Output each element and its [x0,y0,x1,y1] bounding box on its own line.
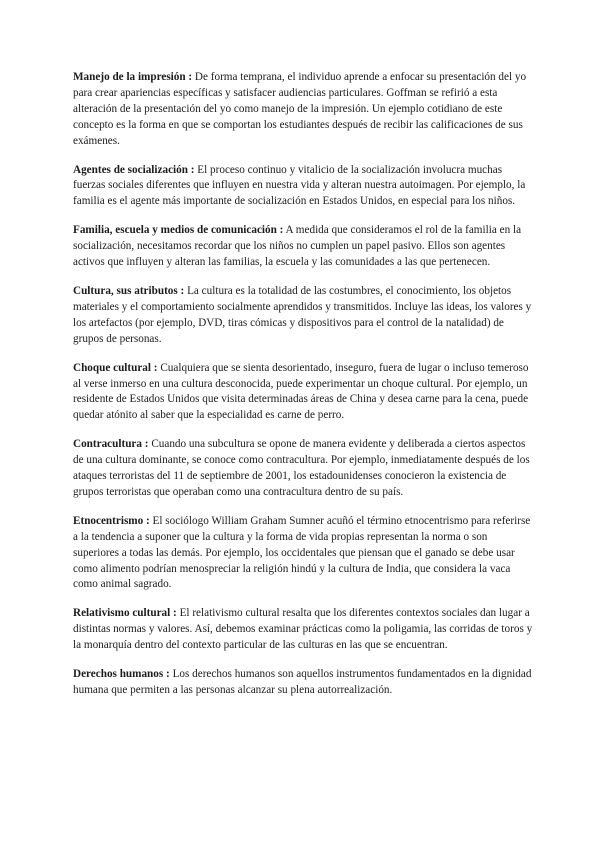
entry-text: A medida que consideramos el rol de la familia en la socialización, necesitamos recordar que los niños no cumplen un papel pasivo. Ellos son agentes activos que influyen y alteran las familias, la escuela y las comunidades a las que pertenecen. [73,224,522,269]
entry-term: Contracultura : [73,438,149,451]
entry-term: Derechos humanos : [73,668,170,681]
entry-text: La cultura es la totalidad de las costumbres, el conocimiento, los objetos materiales y el comportamiento socialmente aprendidos y transmitidos. Incluye las ideas, los valores y los artefactos (por ejemplo, DVD, tiras cómicas y dispositivos para el control de la natalidad) de grupos de personas. [73,284,532,345]
entry-cultura-atributos [73,284,533,348]
entry-text: Los derechos humanos son aquellos instrumentos fundamentados en la dignidad humana que permiten a las personas alcanzar su plena autorrealización. [73,668,532,696]
entry-text: Cualquiera que se sienta desorientado, inseguro, fuera de lugar o incluso temeroso al verse inmerso en una cultura desconocida, puede experimentar un choque cultural. Por ejemplo, un residente de Estados Unidos que visita determinadas áreas de China y desea carne para la cena, puede quedar atónito al saber que la especialidad es carne de perro. [73,361,529,422]
entry-text: El sociólogo William Graham Sumner acuñó el término etnocentrismo para referirse a la tendencia a suponer que la cultura y la forma de vida propias representan la norma o son superiores a todas las demás. Por ejemplo, los occidentales que piensan que el ganado se debe usar como alimento podrían menospreciar la religión hindú y la cultura de India, que considera la vaca como animal sagrado. [73,514,531,591]
entry-term: Relativismo cultural : [73,607,177,620]
entry-choque-cultural [73,361,533,425]
entry-agentes-socializacion [73,163,533,211]
entry-relativismo-cultural [73,606,533,654]
entry-text: De forma temprana, el individuo aprende a enfocar su presentación del yo para crear apariencias específicas y satisfacer audiencias particulares. Goffman se refirió a esta alteración de la presentación del yo como manejo de la impresión. Un ejemplo cotidiano de este concepto es la forma en que se comportan los estudiantes después de recibir las calificaciones de sus exámenes. [73,71,527,147]
entry-term: Familia, escuela y medios de comunicación : [73,224,284,237]
document-page [73,70,533,712]
entry-term: Choque cultural : [73,361,158,374]
entry-contracultura [73,437,533,501]
entry-text: Cuando una subcultura se opone de manera evidente y deliberada a ciertos aspectos de una cultura dominante, se conoce como contracultura. Por ejemplo, inmediatamente después de los ataques terroristas del 11 de septiembre de 2001, los estadounidenses conocieron la existencia de grupos terroristas que operaban como una contracultura dentro de su país. [73,438,530,498]
entry-term: Etnocentrismo : [73,514,150,527]
entry-text: El relativismo cultural resalta que los diferentes contextos sociales dan lugar a distintas normas y valores. Así, debemos examinar prácticas como la poligamia, las corridas de toros y la monarquía dentro del contexto particular de las culturas en las que se encuentran. [73,607,533,652]
entry-term: Manejo de la impresión : [73,71,193,83]
entry-familia-escuela-medios [73,223,533,271]
entry-manejo-impresion [73,70,533,150]
entry-term: Cultura, sus atributos : [73,284,185,297]
entry-derechos-humanos [73,667,533,699]
entry-term: Agentes de socialización : [73,163,195,176]
entry-text: El proceso continuo y vitalicio de la socialización involucra muchas fuerzas sociales diferentes que influyen en nuestra vida y alteran nuestra autoimagen. Por ejemplo, la familia es el agente más importante de socialización en Estados Unidos, en especial para los niños. [73,163,526,208]
entry-etnocentrismo [73,514,533,594]
